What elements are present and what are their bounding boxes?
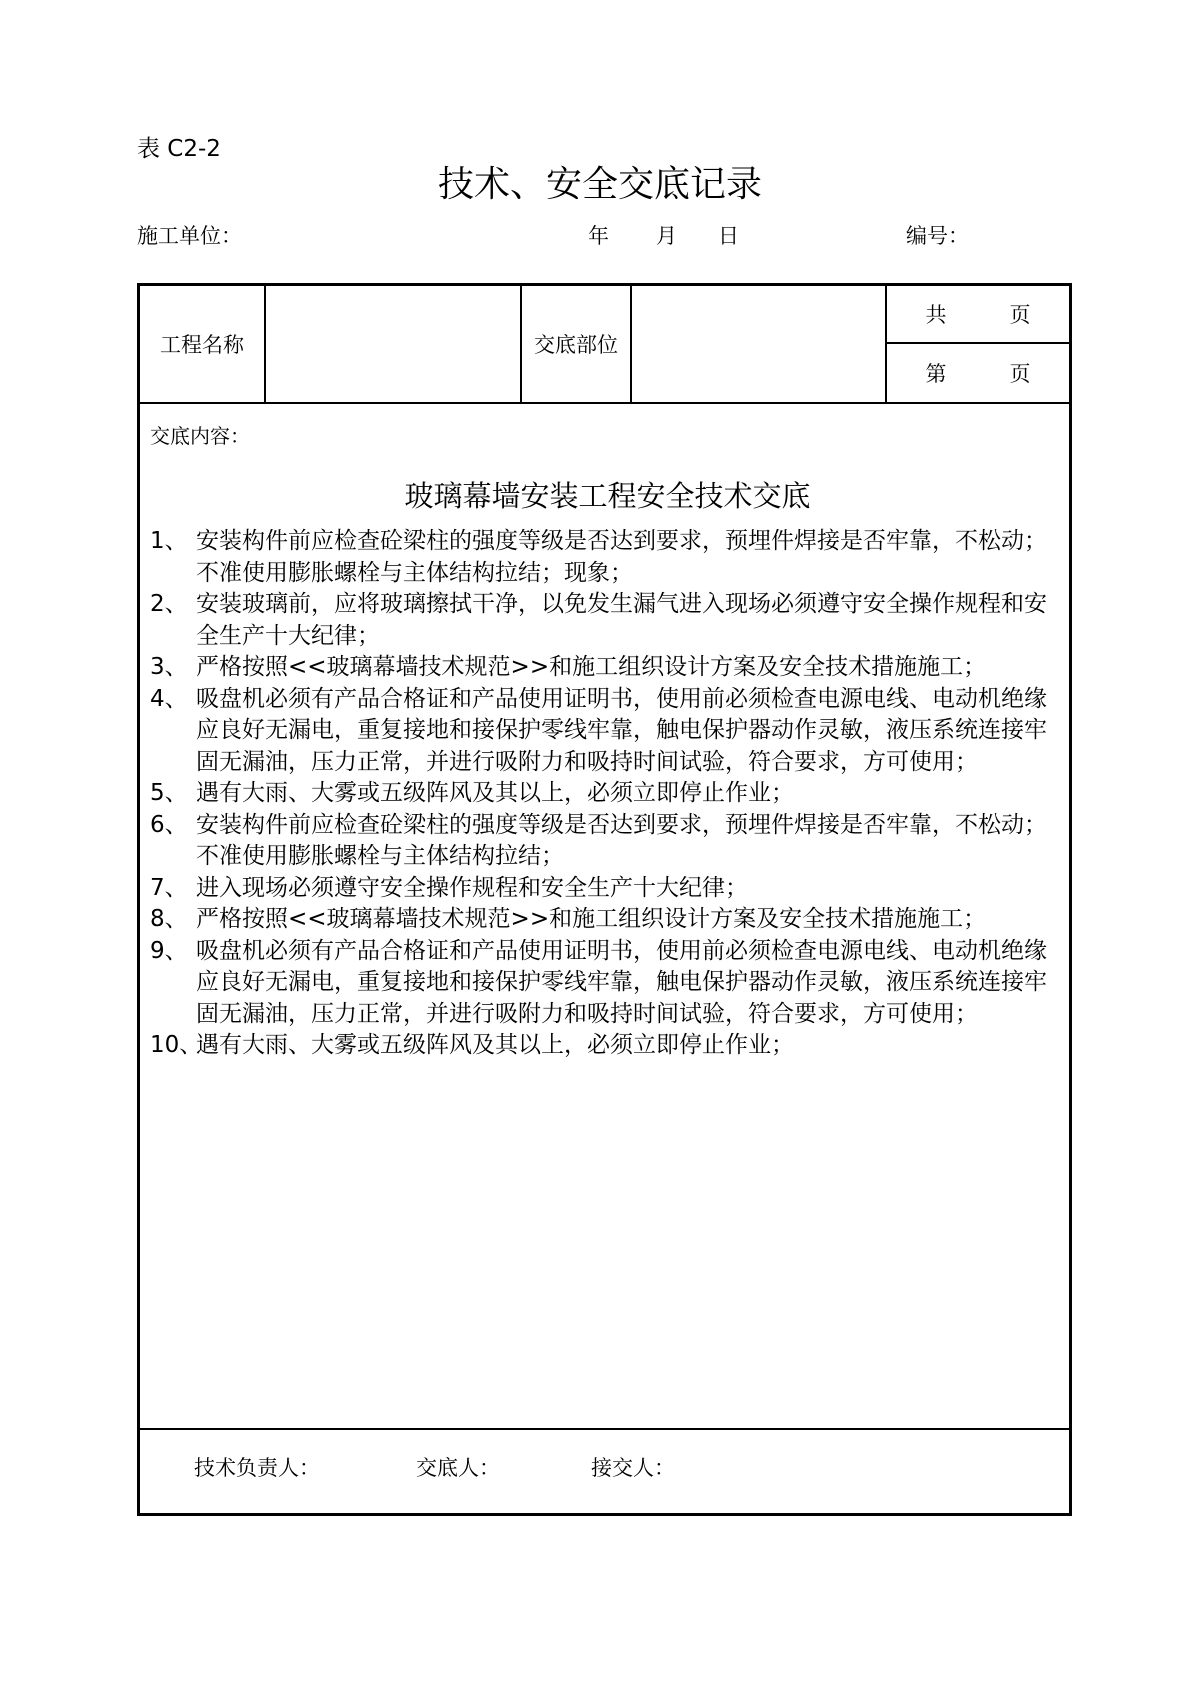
clause-item — [150, 904, 1065, 936]
clause-text: 安装构件前应检查砼梁柱的强度等级是否达到要求，预埋件焊接是否牢靠，不松动；不准使用膨胀螺栓与主体结构拉结；现象； — [196, 528, 1047, 586]
disclosure-record-table — [137, 283, 1072, 1516]
clause-number: 10、 — [150, 1032, 203, 1058]
clause-item — [150, 873, 1065, 905]
content-title: 玻璃幕墙安装工程安全技术交底 — [404, 479, 811, 513]
clause-text: 进入现场必须遵守安全操作规程和安全生产十大纪律； — [196, 874, 748, 901]
page-number-label: 第 页 — [925, 362, 1031, 386]
clause-number: 4、 — [150, 685, 188, 712]
clause-item — [150, 652, 1065, 684]
disclosure-location-field[interactable] — [632, 286, 885, 402]
signature-row-divider — [140, 1428, 1069, 1430]
header-row-divider — [140, 402, 1069, 404]
clause-list — [150, 526, 1065, 1062]
clause-number: 7、 — [150, 874, 188, 901]
clause-number: 2、 — [150, 591, 188, 617]
day-label: 日 — [718, 224, 739, 248]
clause-text: 吸盘机必须有产品合格证和产品使用证明书，使用前必须检查电源电线、电动机绝缘应良好无漏电，重复接地和接保护零线牢靠，触电保护器动作灵敏，液压系统连接牢固无漏油，压力正常，并进行吸附力和吸持时间试验，符合要求，方可使用； — [196, 937, 1047, 1027]
clause-number: 1、 — [150, 528, 188, 554]
year-label: 年 — [588, 224, 609, 248]
clause-item — [150, 936, 1065, 1031]
clause-text: 吸盘机必须有产品合格证和产品使用证明书，使用前必须检查电源电线、电动机绝缘应良好无漏电，重复接地和接保护零线牢靠，触电保护器动作灵敏，液压系统连接牢固无漏油，压力正常，并进行吸附力和吸持时间试验，符合要求，方可使用； — [196, 685, 1047, 775]
clause-number: 9、 — [150, 937, 188, 964]
form-number: 表 C2-2 — [137, 136, 221, 162]
clause-text: 遇有大雨、大雾或五级阵风及其以上，必须立即停止作业； — [196, 1032, 794, 1058]
clause-number: 5、 — [150, 780, 188, 806]
clause-item — [150, 589, 1065, 652]
clause-text: 遇有大雨、大雾或五级阵风及其以上，必须立即停止作业； — [196, 780, 794, 806]
clause-number: 6、 — [150, 811, 188, 838]
total-pages-label: 共 页 — [925, 303, 1031, 327]
clause-text: 严格按照<<玻璃幕墙技术规范>>和施工组织设计方案及安全技术措施施工； — [196, 654, 987, 680]
clause-text: 严格按照<<玻璃幕墙技术规范>>和施工组织设计方案及安全技术措施施工； — [196, 906, 987, 932]
clause-number: 3、 — [150, 654, 188, 680]
tech-lead-label: 技术负责人： — [194, 1456, 320, 1480]
receiver-label: 接交人： — [591, 1456, 675, 1480]
clause-item — [150, 526, 1065, 589]
document-title: 技术、安全交底记录 — [437, 164, 762, 205]
project-name-label: 工程名称 — [160, 333, 244, 357]
clause-item — [150, 810, 1065, 873]
month-label: 月 — [656, 224, 677, 248]
record-number-label: 编号： — [906, 224, 969, 248]
clause-text: 安装玻璃前，应将玻璃擦拭干净，以免发生漏气进入现场必须遵守安全操作规程和安全生产十大纪律； — [196, 591, 1047, 649]
clause-item — [150, 684, 1065, 779]
disclosure-location-label: 交底部位 — [534, 333, 618, 357]
disclosure-content-label: 交底内容： — [150, 424, 250, 448]
discloser-label: 交底人： — [416, 1456, 500, 1480]
clause-number: 8、 — [150, 906, 188, 932]
project-name-field[interactable] — [266, 286, 520, 402]
construction-unit-label: 施工单位： — [137, 224, 242, 248]
clause-item — [150, 778, 1065, 810]
clause-text: 安装构件前应检查砼梁柱的强度等级是否达到要求，预埋件焊接是否牢靠，不松动；不准使用膨胀螺栓与主体结构拉结； — [196, 811, 1047, 869]
clause-item — [150, 1030, 1065, 1062]
